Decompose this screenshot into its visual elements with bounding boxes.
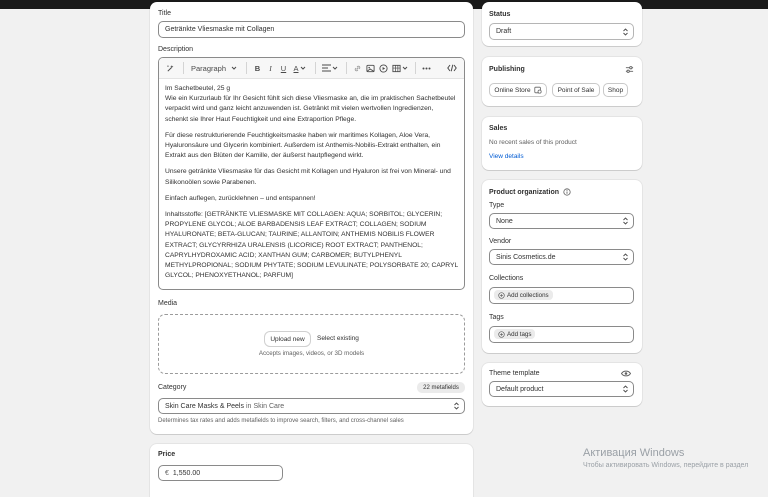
media-hint: Accepts images, videos, or 3D models (258, 350, 365, 357)
publishing-label: Publishing (489, 66, 525, 73)
sales-label: Sales (489, 125, 508, 132)
description-paragraph: Für diese restrukturierende Feuchtigkeitsmaske haben wir maritimes Kollagen, Aloe Vera, Hyaluronsäure und Glycerin kombiniert. Außerdem ist Anthemis-Nobilis-Extrakt enthalten, ein Extrakt aus den Blüten der Kamille, der äußerst hautpflegend wirkt. (165, 131, 441, 160)
price-label: Price (158, 451, 176, 458)
magic-wand-icon[interactable] (165, 61, 176, 75)
theme-template-value: Default product (496, 385, 544, 393)
select-chevron-icon (623, 28, 628, 35)
category-label: Category (158, 384, 187, 391)
description-paragraph: Einfach auflegen, zurücklehnen – und entspannen! (165, 194, 316, 202)
category-hint: Determines tax rates and adds metafields to improve search, filters, and cross-channel sales (158, 418, 404, 424)
category-in: in (245, 402, 252, 410)
category-select[interactable] (158, 398, 465, 414)
collections-label: Collections (489, 275, 524, 282)
add-collections-button[interactable] (494, 290, 553, 300)
status-label: Status (489, 11, 511, 18)
organization-label (489, 188, 571, 196)
media-dropzone[interactable] (158, 314, 465, 374)
video-icon[interactable] (378, 61, 389, 75)
theme-template-label: Theme template (489, 370, 540, 377)
view-details-link[interactable]: View details (489, 153, 524, 160)
add-tags-button[interactable] (494, 329, 535, 339)
channel-point-of-sale[interactable] (552, 83, 600, 97)
select-chevron-icon (623, 386, 628, 393)
channel-label: Point of Sale (557, 86, 595, 94)
title-label: Title (158, 10, 171, 17)
align-left-icon (322, 64, 331, 72)
vendor-value: Sinis Cosmetics.de (496, 253, 556, 261)
text-color-button[interactable] (291, 61, 308, 75)
text-color-label: A (293, 63, 299, 73)
theme-template-select[interactable] (489, 381, 634, 397)
channel-online-store[interactable] (489, 83, 547, 97)
info-icon[interactable] (563, 188, 571, 196)
description-editor[interactable] (158, 57, 465, 290)
chevron-down-icon (402, 65, 408, 71)
price-input[interactable] (158, 465, 283, 481)
category-value: Skin Care Masks & Peels (165, 402, 244, 410)
select-chevron-icon (623, 254, 628, 261)
status-value: Draft (496, 28, 512, 35)
plus-circle-icon (498, 331, 505, 338)
publishing-settings-icon[interactable] (625, 65, 634, 76)
upload-new-button[interactable]: Upload new (265, 332, 310, 346)
editor-toolbar (159, 58, 464, 79)
windows-activation-title: Активация Windows (583, 447, 685, 459)
chevron-down-icon (332, 65, 338, 71)
add-tags-label: Add tags (507, 330, 532, 338)
select-existing-link[interactable]: Select existing (317, 335, 359, 342)
channel-label: Online Store (494, 86, 531, 94)
media-label: Media (158, 300, 178, 307)
code-view-icon[interactable] (446, 61, 457, 75)
type-select[interactable] (489, 213, 634, 229)
italic-button[interactable]: I (269, 63, 272, 73)
select-chevron-icon (454, 403, 459, 410)
paragraph-format-dropdown[interactable] (189, 61, 239, 75)
align-dropdown[interactable] (321, 61, 339, 75)
category-parent: Skin Care (253, 402, 285, 410)
publishing-card (482, 57, 642, 106)
vendor-select[interactable] (489, 249, 634, 265)
vendor-label: Vendor (489, 238, 512, 245)
bold-button[interactable]: B (254, 63, 261, 73)
eye-icon[interactable] (621, 370, 631, 379)
select-chevron-icon (623, 218, 628, 225)
image-icon[interactable] (365, 61, 376, 75)
link-icon[interactable] (352, 61, 363, 75)
sales-text: No recent sales of this product (489, 139, 577, 146)
channel-label: Shop (607, 86, 624, 94)
status-select[interactable] (489, 23, 634, 40)
description-label: Description (158, 46, 194, 53)
tags-label: Tags (489, 314, 504, 321)
price-value: 1,550.00 (172, 469, 201, 477)
add-collections-label: Add collections (507, 291, 549, 299)
table-icon[interactable] (391, 61, 408, 75)
title-input[interactable]: Getränkte Vliesmaske mit Collagen (158, 21, 465, 38)
paragraph-format-label: Paragraph (191, 63, 227, 73)
currency-symbol: € (165, 469, 169, 477)
type-label: Type (489, 202, 505, 209)
chevron-down-icon (300, 65, 306, 71)
more-options-icon[interactable] (421, 61, 432, 75)
plus-circle-icon (498, 292, 505, 299)
windows-activation-subtitle: Чтобы активировать Windows, перейдите в раздел (583, 462, 749, 469)
underline-button[interactable]: U (280, 63, 287, 73)
description-paragraph: Unsere getränkte Vliesmaske für das Gesicht mit Kollagen und Hyaluron ist frei von Mineral- und Silikonoölen sowie Parabenen. (165, 168, 451, 186)
type-value: None (496, 217, 513, 225)
description-paragraph: Inhaltsstoffe: [GETRÄNKTE VLIESMASKE MIT COLLAGEN: AQUA; SORBITOL; GLYCERIN; PROPYLENE GLYCOL; ALOE BARBADENSIS LEAF EXTRACT; COLLAGEN; SODIUM HYALURONATE; BETA-GLUCAN; TAURINE; ALLANTOIN; ANTHEMIS NOBILIS FLOWER EXTRACT; GLYCYRRHIZA URALENSIS (LICORICE) ROOT EXTRACT; PANTHENOL; CAPRYLHYDROXAMIC ACID; XANTHAN GUM; CARBOMER; BUTYLPHENYL METHYLPROPIONAL; SODIUM PHYTATE; SODIUM LEVULINATE; POLYSORBATE 20; CAPRYL GLYCOL; PHENOXYETHANOL; PARFUM] (165, 211, 458, 280)
metafields-badge[interactable]: 22 metafields (417, 382, 465, 393)
description-paragraph: Im Sachetbeutel, 25 g Wie ein Kurzurlaub für Ihr Gesicht fühlt sich diese Vliesmaske an, die im praktischen Sachetbeutel verpackt wird und ganz leicht anzuwenden ist. Getränkt mit vielen wertvollen Ingredienzen, schenkt sie Ihrer Haut Feuchtigkeit und eine Extraportion Pflege. (165, 85, 456, 123)
chevron-down-icon (231, 65, 237, 71)
description-text[interactable] (165, 84, 458, 287)
schedule-icon (534, 86, 542, 94)
channel-shop[interactable] (603, 83, 628, 97)
organization-title: Product organization (489, 188, 559, 196)
